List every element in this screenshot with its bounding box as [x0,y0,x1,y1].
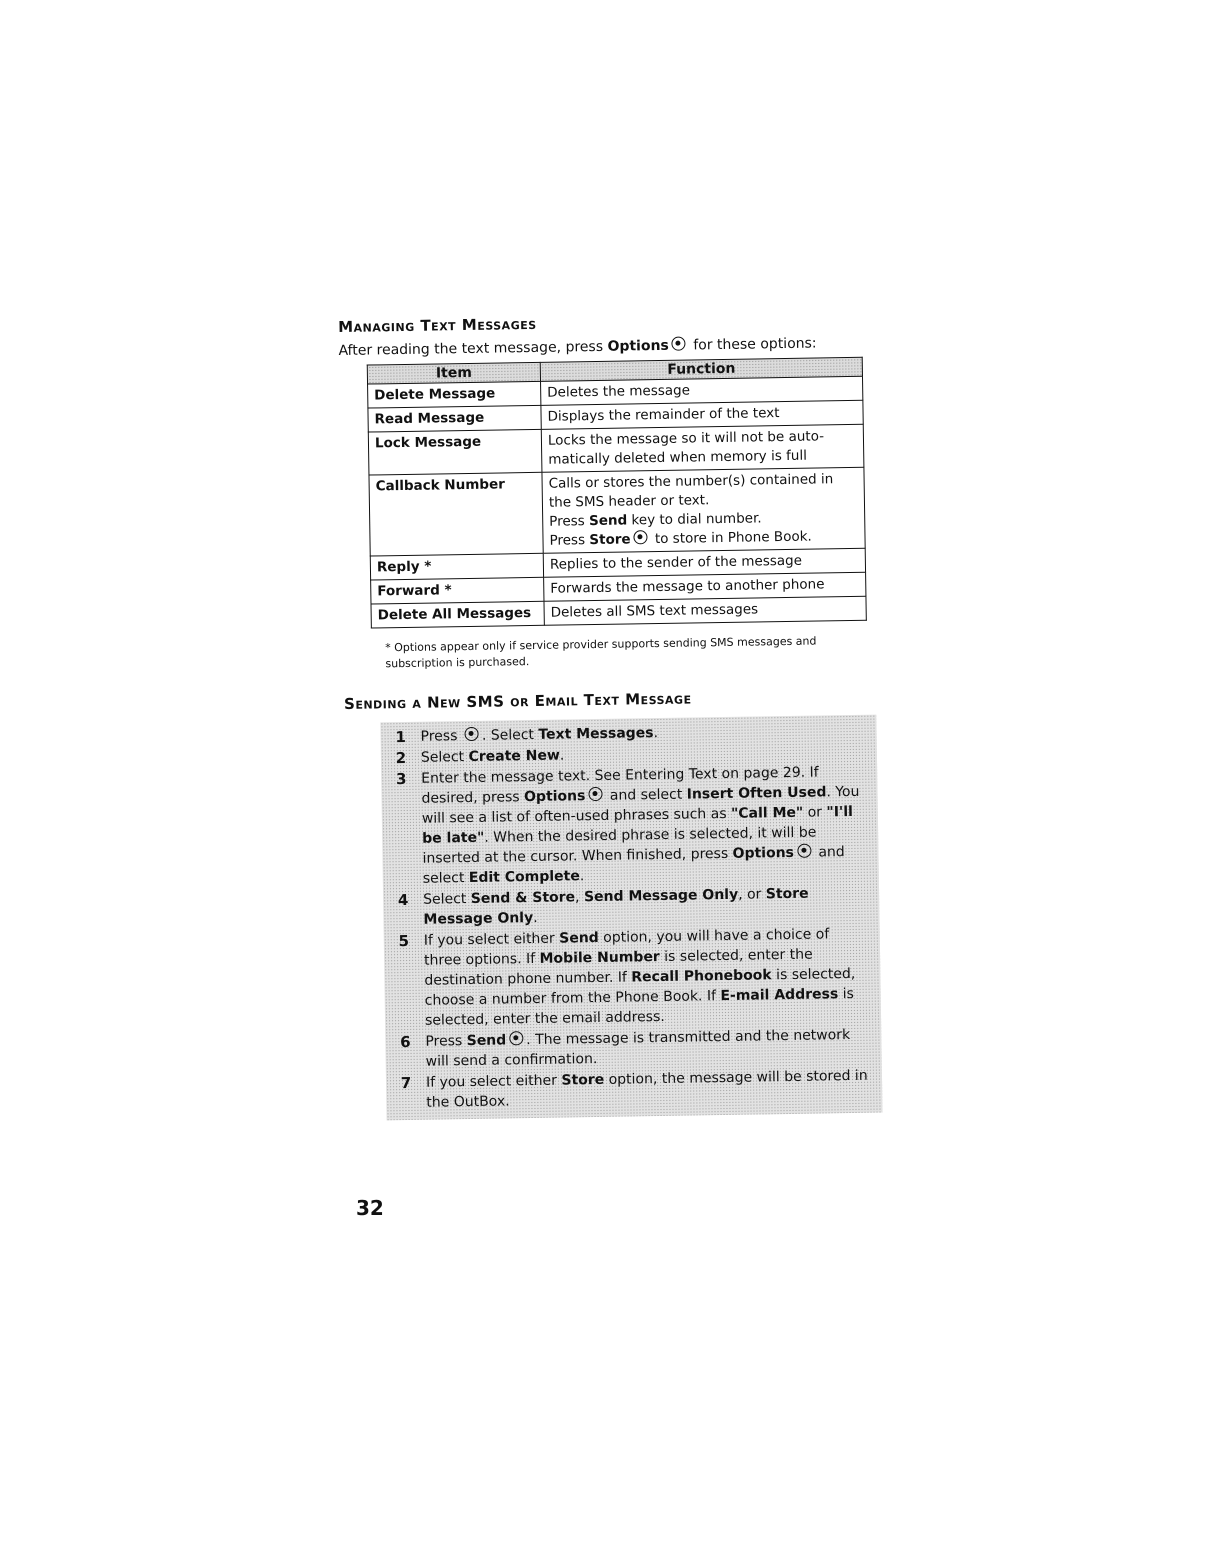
options-table-body [368,376,867,628]
function-keyword: Send [588,512,628,530]
section-title-sending: Sending a New SMS or Email Text Message [343,689,692,713]
header-function: Function [540,357,862,381]
cell-item: Callback Number [369,472,543,556]
function-line: Deletes all SMS text messages [550,601,759,621]
step-text: If you select either Send option, you will have a choice of three options. If Mobile Number is selected, enter the destination phone number. If Recall Phonebook is selected, choose a number from the Phone Book. If E-mail Address is selected, enter the email address. [423,926,856,1029]
step-text: Press . Select Text Messages. [420,725,659,745]
step-keyword: E-mail Address [720,986,839,1005]
cell-function [544,596,866,625]
cell-item: Read Message [368,405,541,432]
function-line: Forwards the message to another phone [550,576,825,597]
manual-page [338,310,891,1121]
step-number: 7 [400,1073,412,1093]
cell-item: Reply * [370,553,543,580]
step-keyword: "I'll be late" [422,803,853,847]
steps-list [380,715,882,1121]
step-number: 2 [395,748,407,768]
function-keyword: Store [589,531,631,549]
step-number: 6 [400,1032,411,1052]
cell-item: Delete Message [368,381,541,408]
cell-item: Lock Message [368,429,542,475]
cell-function [541,424,864,472]
step-item [384,924,882,1032]
table-row [368,424,864,475]
step-number: 4 [397,890,409,910]
cell-item: Forward * [371,577,544,604]
intro-text [338,334,878,359]
step-keyword: Options [523,788,586,806]
softkey-icon [797,844,811,858]
step-keyword: Mobile Number [539,949,660,967]
intro-options: Options [607,337,669,355]
step-keyword: Send Message Only [583,886,739,906]
function-line: Deletes the message [547,382,691,401]
step-keyword: Create New [468,747,560,766]
softkey-icon [672,337,686,351]
table-row [369,467,865,556]
step-item [383,883,880,931]
step-keyword: Edit Complete [468,868,580,887]
step-text: Select Send & Store, Send Message Only, or Store Message Only. [423,885,809,928]
function-line: Press Send key to dial number. [549,510,762,530]
step-number: 1 [395,727,406,747]
footnote: * Options appear only if service provider supports sending SMS messages and subscription is purchased. [385,634,817,671]
softkey-icon [588,787,602,801]
step-text: Press Send . The message is transmitted and the network will send a confirmation. [425,1027,851,1070]
step-keyword: Text Messages [538,725,654,743]
step-keyword: Store [561,1071,605,1089]
step-keyword: Insert Often Used [686,784,827,803]
function-line: Calls or stores the number(s) contained in [548,471,834,492]
step-number: 3 [395,769,407,789]
intro-post: for these options: [688,335,817,354]
softkey-icon [509,1031,523,1045]
step-keyword: Send [559,929,599,947]
softkey-icon [633,530,647,544]
step-item [385,1025,882,1073]
function-line: Locks the message so it will not be auto- [547,428,825,449]
cell-function [542,467,865,553]
function-line: Displays the remainder of the text [547,405,780,425]
function-line: matically deleted when memory is full [548,447,808,468]
header-item: Item [367,362,540,384]
step-item [381,762,879,890]
cell-item: Delete All Messages [371,601,544,628]
function-line: Replies to the sender of the message [549,552,803,573]
step-text: Enter the message text. See Entering Text on page 29. If desired, press Options and select Insert Often Used. You will see a list of often-used phrases such as "Call Me" or "I'll be late". When the desired phrase is selected, it will be inserted at the cursor. When finished, press Options and select Edit Complete. [421,764,860,887]
page-number: 32 [356,1196,384,1220]
step-item [386,1066,883,1114]
step-keyword: Send & Store [470,889,576,907]
step-keyword: Store Message Only [423,885,809,928]
step-keyword: Options [732,844,795,862]
step-number: 5 [398,931,410,951]
function-line: Press Store to store in Phone Book. [549,528,812,549]
step-keyword: "Call Me" [730,804,804,822]
softkey-icon [465,727,479,741]
step-text: If you select either Store option, the message will be stored in the OutBox. [425,1067,868,1111]
step-keyword: Recall Phonebook [631,967,772,986]
intro-pre: After reading the text message, press [338,338,608,359]
options-table [367,357,867,629]
function-line: the SMS header or text. [548,492,710,511]
step-keyword: Send [466,1032,507,1050]
step-text: Select Create New. [420,747,565,766]
section-title-managing: Managing Text Messages [338,314,537,336]
